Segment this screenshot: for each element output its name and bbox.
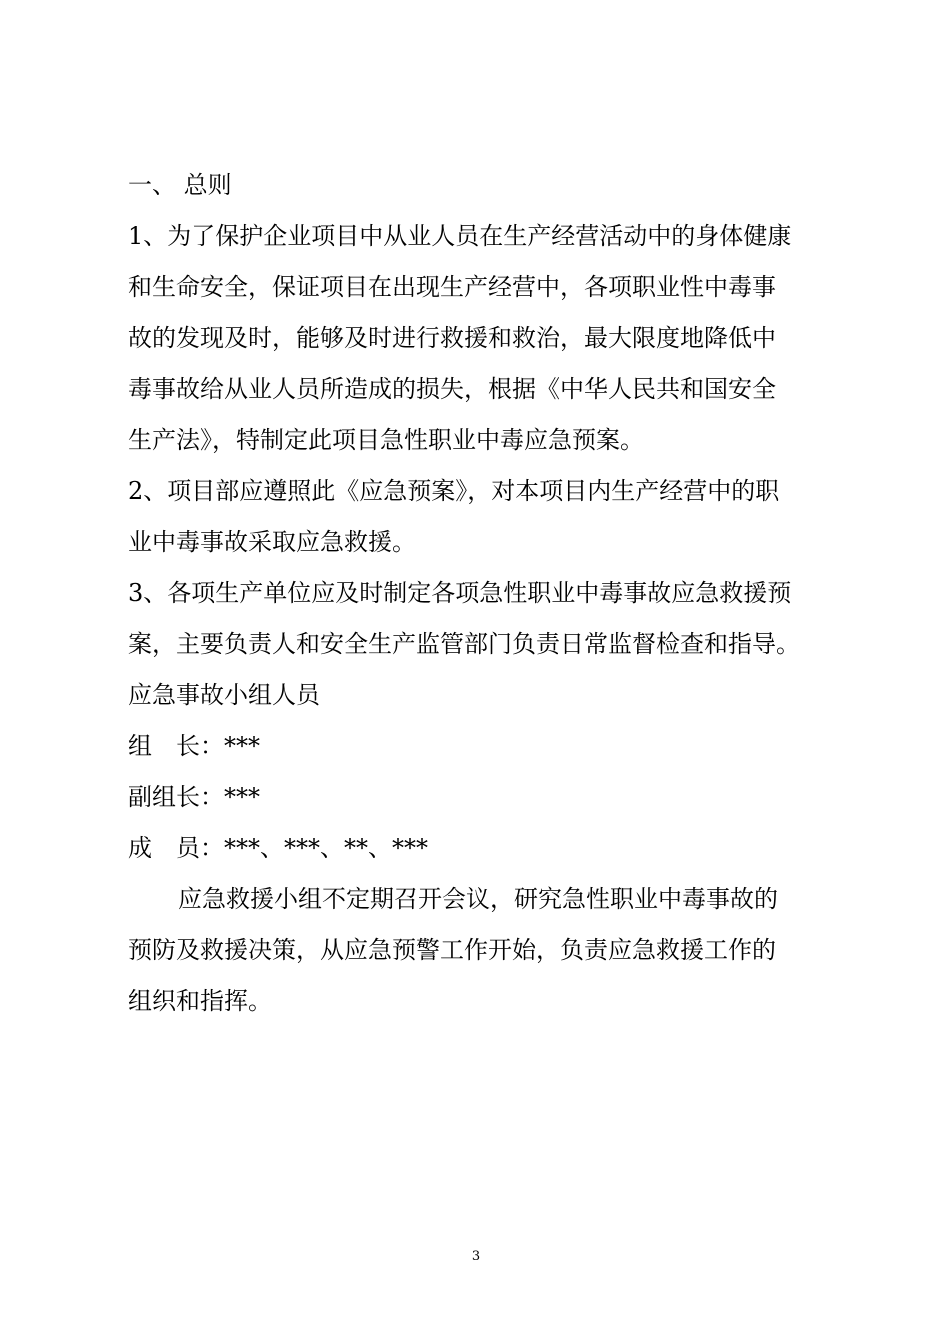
clause-3-line-2: 案，主要负责人和安全生产监管部门负责日常监督检查和指导。 — [128, 630, 800, 658]
clause-1-line-4: 毒事故给从业人员所造成的损失，根据《中华人民共和国安全 — [128, 375, 776, 403]
team-duty-line-2: 预防及救援决策，从应急预警工作开始，负责应急救援工作的 — [128, 936, 776, 964]
clause-2-line-2: 业中毒事故采取应急救援。 — [128, 528, 416, 556]
team-deputy-leader: 副组长：*** — [128, 783, 260, 811]
clause-1-line-2: 和生命安全，保证项目在出现生产经营中，各项职业性中毒事 — [128, 273, 776, 301]
clause-2-line-1: 2、项目部应遵照此《应急预案》，对本项目内生产经营中的职 — [128, 477, 780, 505]
clause-1-line-1: 1、为了保护企业项目中从业人员在生产经营活动中的身体健康 — [128, 222, 792, 250]
page-number: 3 — [471, 1249, 481, 1264]
team-members: 成 员：***、***、**、*** — [128, 834, 428, 862]
team-leader: 组 长：*** — [128, 732, 260, 760]
section-heading-general: 一、 总则 — [128, 171, 232, 199]
clause-3-line-1: 3、各项生产单位应及时制定各项急性职业中毒事故应急救援预 — [128, 579, 792, 607]
team-heading: 应急事故小组人员 — [128, 681, 320, 709]
clause-1-line-3: 故的发现及时，能够及时进行救援和救治，最大限度地降低中 — [128, 324, 776, 352]
document-body — [128, 160, 828, 1027]
team-duty-line-1: 应急救援小组不定期召开会议，研究急性职业中毒事故的 — [178, 885, 778, 913]
team-duty-line-3: 组织和指挥。 — [128, 987, 272, 1015]
clause-1-line-5: 生产法》，特制定此项目急性职业中毒应急预案。 — [128, 426, 644, 454]
